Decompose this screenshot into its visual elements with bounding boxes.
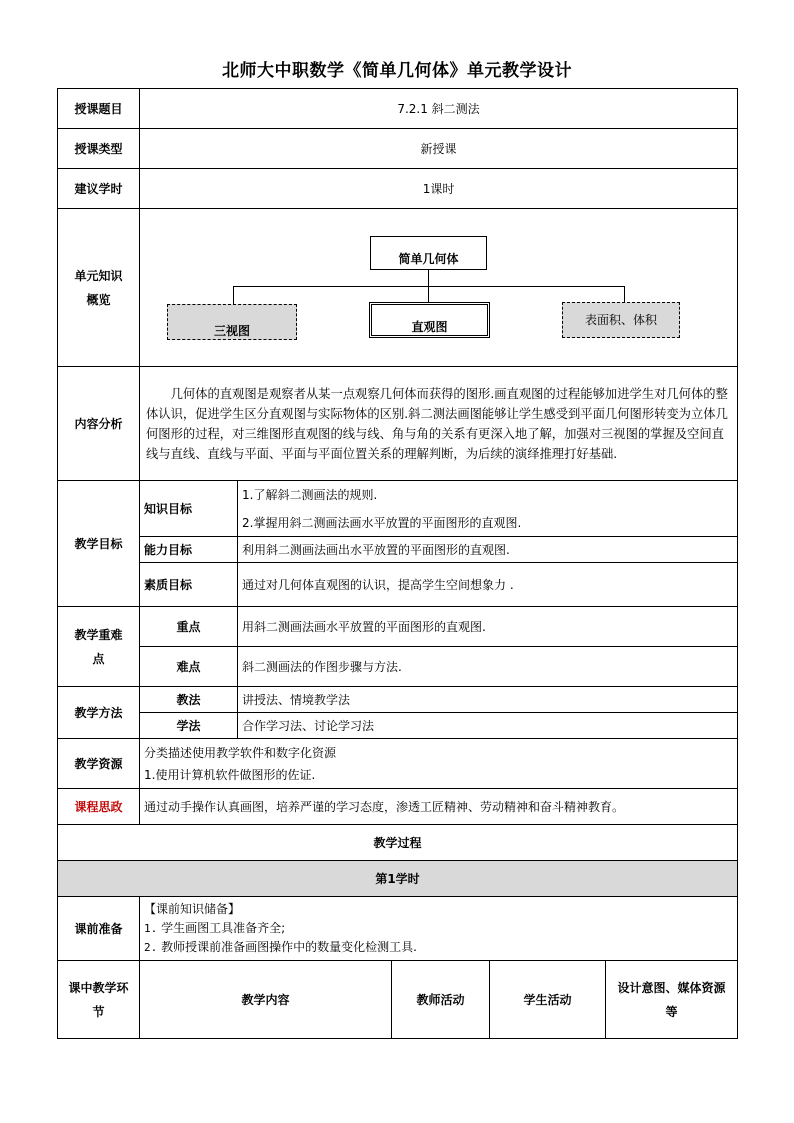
stage-col-content: 教学内容 — [140, 961, 392, 1039]
row-analysis — [58, 367, 738, 481]
stage-col-teacher: 教师活动 — [392, 961, 490, 1039]
prep-item — [144, 919, 733, 938]
row-goal-knowledge — [58, 481, 738, 537]
methods-label: 教学方法 — [58, 687, 140, 739]
diagram-left-box: 三视图 — [167, 304, 297, 340]
goals-label: 教学目标 — [58, 481, 140, 607]
row-goal-quality — [58, 563, 738, 607]
ideology-label: 课程思政 — [58, 789, 140, 825]
row-overview — [58, 209, 738, 367]
row-resources — [58, 739, 738, 789]
overview-label: 单元知识概览 — [58, 209, 140, 367]
stage-col-design: 设计意图、媒体资源等 — [606, 961, 738, 1039]
process-heading: 教学过程 — [58, 825, 738, 861]
difficult-point-label: 难点 — [140, 647, 238, 687]
quality-goal-value: 通过对几何体直观图的认识，提高学生空间想象力 . — [238, 563, 738, 607]
row-method-teach — [58, 687, 738, 713]
document-title: 北师大中职数学《简单几何体》单元教学设计 — [222, 61, 572, 81]
learn-method-label: 学法 — [140, 713, 238, 739]
type-label: 授课类型 — [58, 129, 140, 169]
prep-item-text: 教师授课前准备画图操作中的数量变化检测工具. — [161, 940, 417, 954]
diagram-right-box: 表面积、体积 — [562, 302, 680, 338]
prep-item-text: 学生画图工具准备齐全; — [161, 921, 286, 935]
row-ideology — [58, 789, 738, 825]
row-process — [58, 825, 738, 861]
knowledge-goal-item: 1.了解斜二测画法的规则. — [242, 487, 378, 502]
key-point-value: 用斜二测画法画水平放置的平面图形的直观图. — [238, 607, 738, 647]
row-type — [58, 129, 738, 169]
teach-method-value: 讲授法、情境教学法 — [238, 687, 738, 713]
teach-method-label: 教法 — [140, 687, 238, 713]
diagram-root-box: 简单几何体 — [370, 236, 487, 270]
type-value: 新授课 — [140, 129, 738, 169]
prep-heading: 【课前知识储备】 — [144, 902, 241, 916]
ability-goal-label: 能力目标 — [140, 537, 238, 563]
difficult-point-value: 斜二测画法的作图步骤与方法. — [238, 647, 738, 687]
prep-item — [144, 938, 733, 957]
analysis-text: 几何体的直观图是观察者从某一点观察几何体而获得的图形.画直观图的过程能够加进学生对几何体的整体认识，促进学生区分直观图与实际物体的区别.斜二测法画图能够让学生感受到平面几何图形转变为立体几何图形的过程，对三维图形直观图的线与线、角与角的关系有更深入地了解，加强对三视图的掌握及空间直线与直线、直线与平面、平面与平面位置关系的理解判断，为后续的演绎推理打好基础. — [146, 386, 728, 461]
ability-goal-value: 利用斜二测画法画出水平放置的平面图形的直观图. — [238, 537, 738, 563]
row-topic — [58, 89, 738, 129]
row-method-learn — [58, 713, 738, 739]
row-hours — [58, 169, 738, 209]
key-point-label: 重点 — [140, 607, 238, 647]
row-key-point — [58, 607, 738, 647]
period-heading: 第1学时 — [58, 861, 738, 897]
row-difficult-point — [58, 647, 738, 687]
stage-col-student: 学生活动 — [490, 961, 606, 1039]
learn-method-value: 合作学习法、讨论学习法 — [238, 713, 738, 739]
prep-item-number: 1. — [144, 922, 158, 935]
topic-label: 授课题目 — [58, 89, 140, 129]
lesson-plan-table — [57, 88, 738, 1039]
topic-value: 7.2.1 斜二测法 — [140, 89, 738, 129]
ideology-value: 通过动手操作认真画图，培养严谨的学习态度，渗透工匠精神、劳动精神和奋斗精神教育。 — [140, 789, 738, 825]
row-prep — [58, 897, 738, 961]
unit-knowledge-diagram — [140, 210, 737, 365]
resources-line: 分类描述使用教学软件和数字化资源 — [144, 745, 337, 760]
row-goal-ability — [58, 537, 738, 563]
analysis-label: 内容分析 — [58, 367, 140, 481]
row-period — [58, 861, 738, 897]
diagram-connector — [428, 270, 429, 286]
hours-value: 1课时 — [140, 169, 738, 209]
stage-label: 课中教学环节 — [58, 961, 140, 1039]
keypoints-label: 教学重难点 — [58, 607, 140, 687]
diagram-connector — [624, 286, 625, 302]
knowledge-goal-item: 2.掌握用斜二测画法画水平放置的平面图形的直观图. — [242, 515, 522, 530]
diagram-connector — [428, 286, 429, 302]
hours-label: 建议学时 — [58, 169, 140, 209]
prep-label: 课前准备 — [58, 897, 140, 961]
prep-item-number: 2. — [144, 941, 158, 954]
diagram-connector — [233, 286, 234, 304]
resources-label: 教学资源 — [58, 739, 140, 789]
diagram-middle-box: 直观图 — [369, 302, 490, 338]
quality-goal-label: 素质目标 — [140, 563, 238, 607]
row-stage-header — [58, 961, 738, 1039]
resources-line: 1.使用计算机软件做图形的佐证. — [144, 767, 316, 782]
knowledge-goal-label: 知识目标 — [140, 481, 238, 537]
